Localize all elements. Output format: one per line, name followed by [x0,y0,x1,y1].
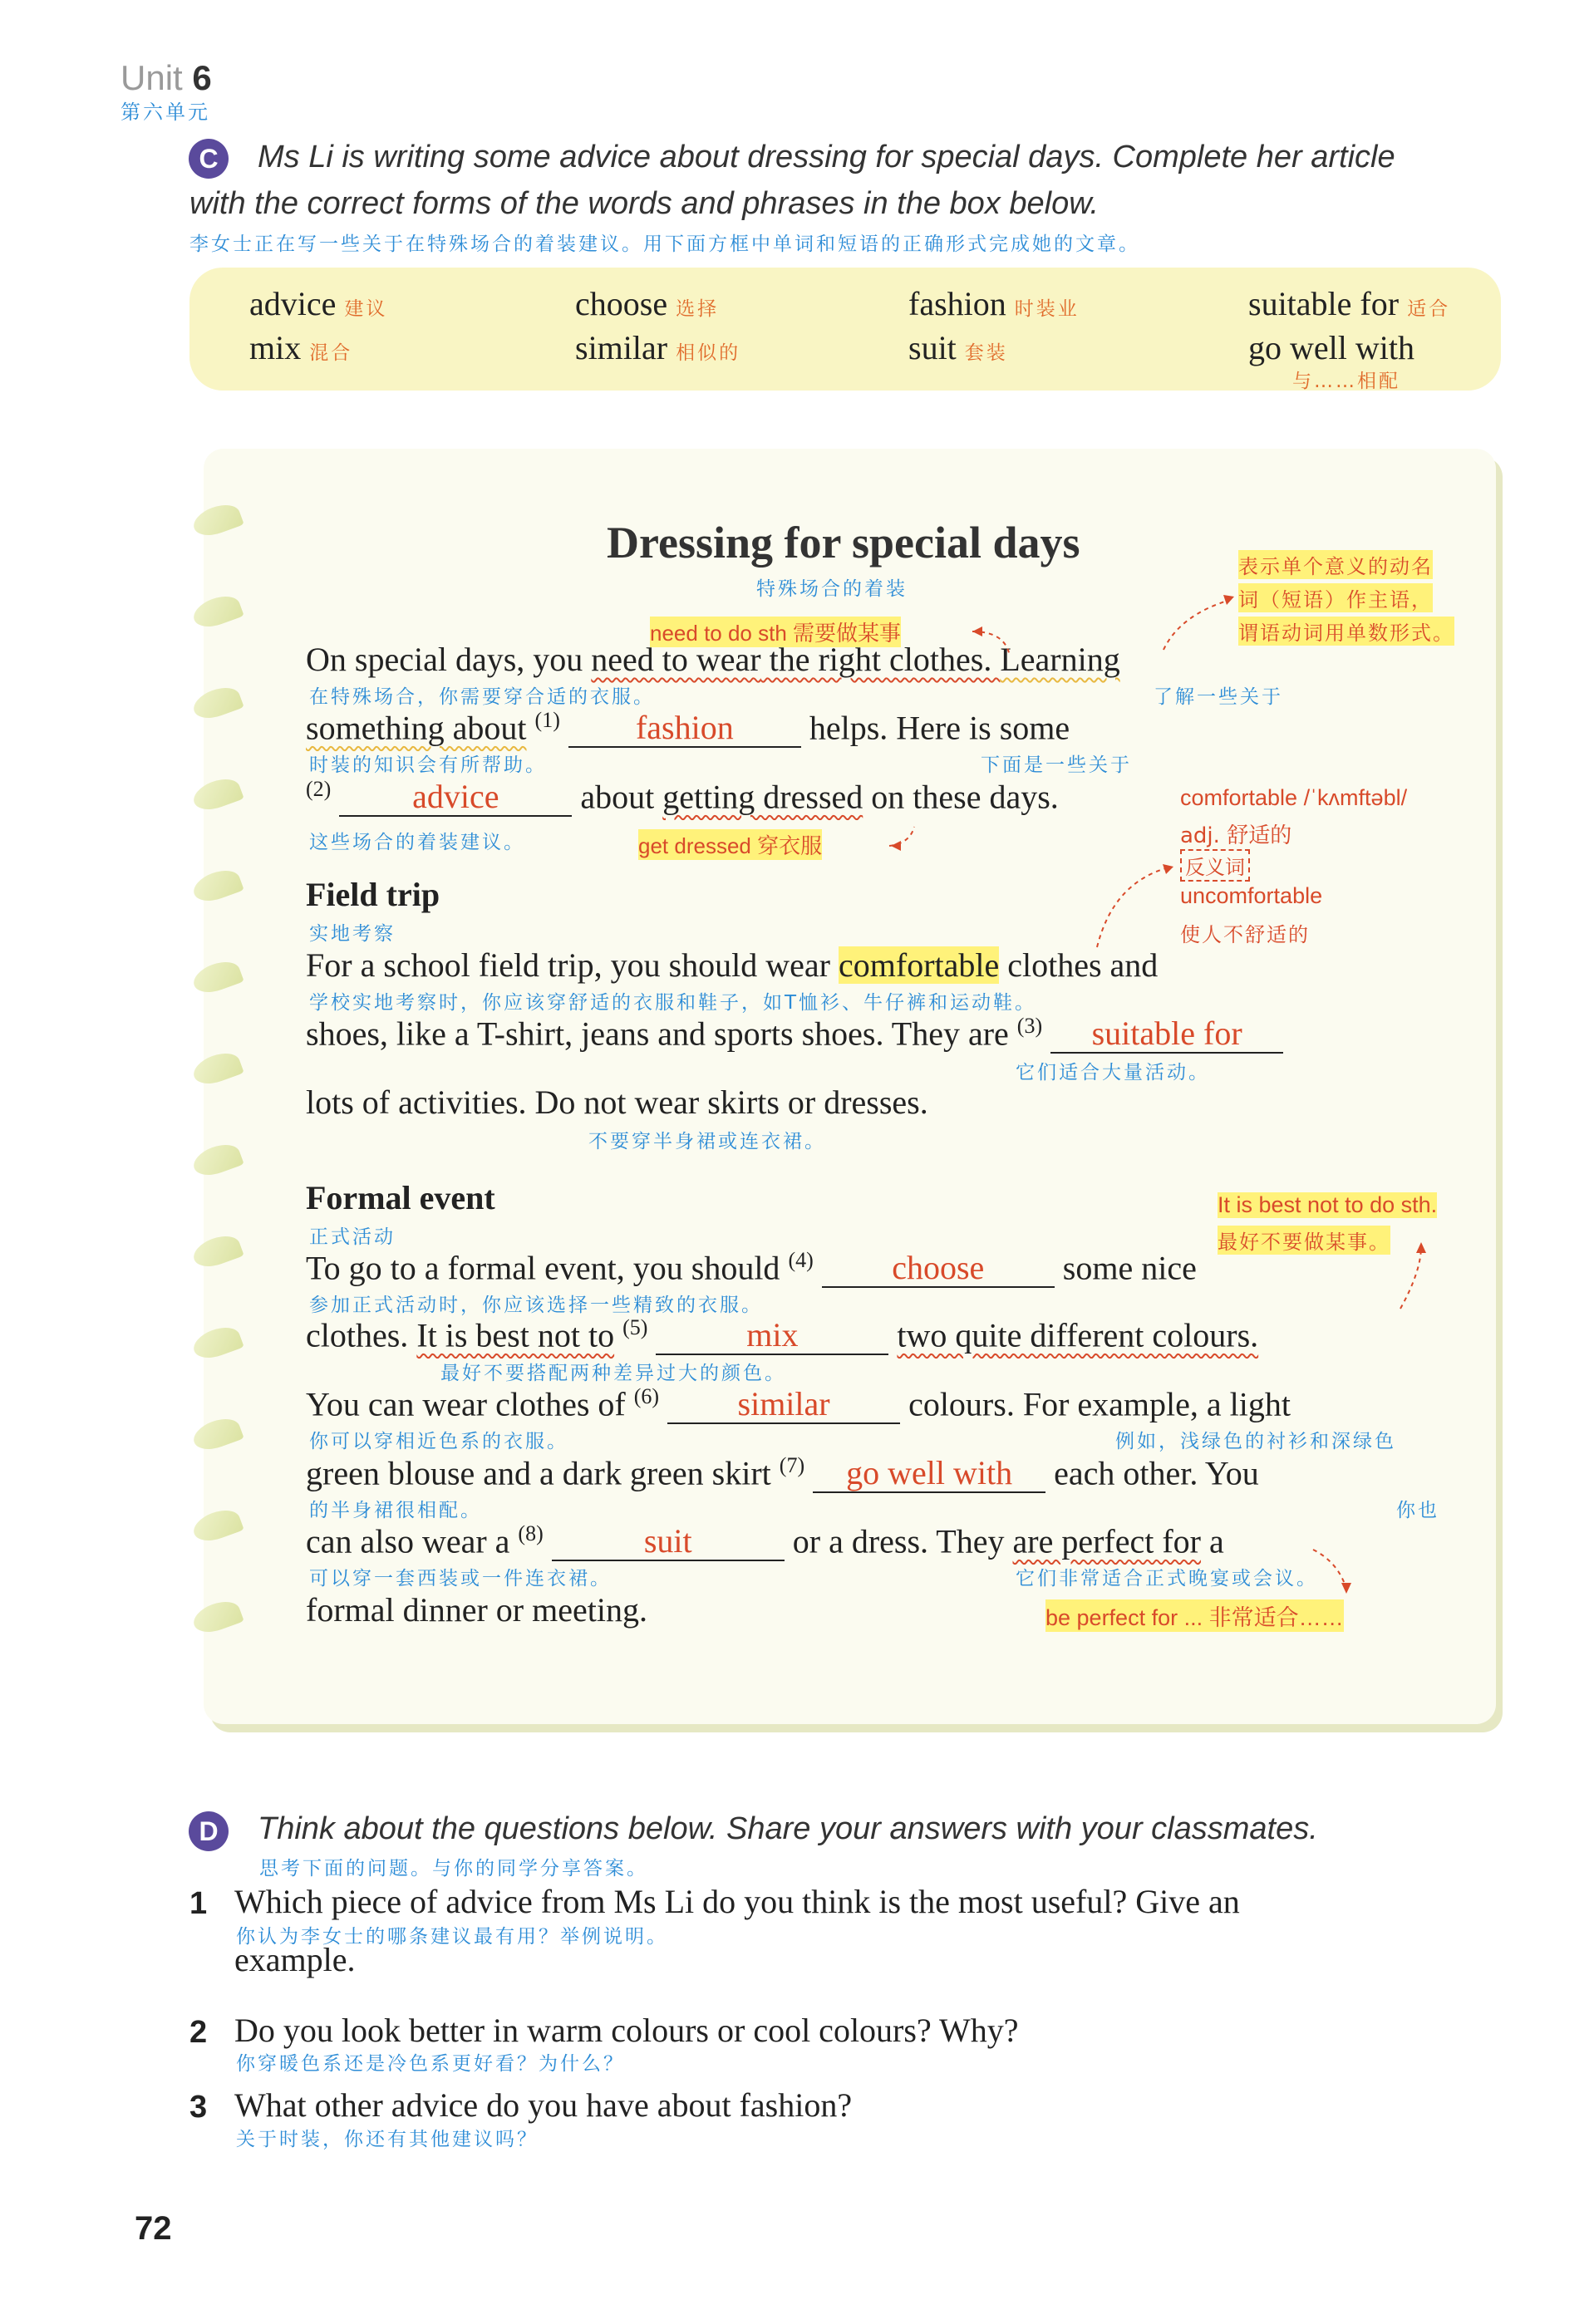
field-line2-cn: 它们适合大量活动。 [1016,1062,1210,1083]
formal-line5-cn: 可以穿一套西装或一件连衣裙。 [309,1568,612,1589]
blank-7[interactable]: go well with [813,1455,1045,1493]
formal-line2: clothes. It is best not to $^{(5)}$ mix two quite different colours. [306,1315,1259,1354]
p1-line1-cn: 在特殊场合，你需要穿合适的衣服。 [309,686,655,708]
section-d-instruction: Think about the questions below. Share your answers with your classmates. [258,1811,1318,1846]
formal-line4-cn: 的半身裙很相配。 [309,1500,482,1521]
note-best-not: It is best not to do sth. [1218,1192,1438,1217]
blank-8[interactable]: suit [552,1523,785,1561]
formal-line3-cn: 你可以穿相近色系的衣服。 [309,1431,568,1452]
question-2-cn: 你穿暖色系还是冷色系更好看？为什么？ [236,2053,625,2075]
comfortable-highlight: comfortable [839,946,1000,984]
blank-1[interactable]: fashion [568,710,801,748]
formal-line3: You can wear clothes of $^{(6)}$ similar colours. For example, a light [306,1384,1291,1423]
note-perfect-for: be perfect for ... 非常适合…… [1045,1599,1344,1632]
unit-number: 6 [192,58,212,97]
word-go-well-with: go well with [1248,329,1414,366]
formal-event-heading: Formal event [306,1179,495,1216]
p1-line3: $^{(2)}$ advice about getting dressed on these days. [306,777,1059,816]
note-gerund-1: 表示单个意义的动名 [1238,550,1433,579]
formal-line4: green blouse and a dark green skirt $^{(7)}$ go well with each other. You [306,1453,1259,1492]
field-trip-heading-cn: 实地考察 [309,923,396,945]
word-suitable-for: suitable for 适合 [1248,285,1451,322]
question-1-number: 1 [189,1886,208,1921]
note-get-dressed: get dressed 穿衣服 [638,829,822,860]
unit-label: Unit [121,58,183,97]
p1-line3-cn: 这些场合的着装建议。 [309,832,525,853]
note-gerund-3: 谓语动词用单数形式。 [1238,617,1454,646]
question-2-number: 2 [189,2015,208,2050]
formal-line1: To go to a formal event, you should $^{(4)}$ choose some nice [306,1248,1197,1287]
word-fashion: fashion 时装业 [908,285,1080,322]
p1-line2: something about $^{(1)}$ fashion helps. Here is some [306,708,1070,747]
field-line2: shoes, like a T-shirt, jeans and sports shoes. They are $^{(3)}$ suitable for [306,1014,1283,1054]
field-line1: For a school field trip, you should wear comfortable clothes and [306,946,1159,984]
p1-line1-cn-right: 了解一些关于 [1154,686,1283,708]
section-d-instruction-cn: 思考下面的问题。与你的同学分享答案。 [259,1858,648,1879]
question-1-text-2: example. [234,1941,356,1978]
unit-cn: 第六单元 [121,101,210,124]
formal-line6: formal dinner or meeting. [306,1591,647,1629]
question-1-cn: 你认为李女士的哪条建议最有用？举例说明。 [236,1926,668,1948]
section-c-badge: C [189,139,229,179]
section-d-badge: D [189,1811,229,1851]
blank-6[interactable]: similar [667,1386,900,1424]
article-title-cn: 特殊场合的着装 [756,578,908,600]
section-c-instruction-2: with the correct forms of the words and phrases in the box below. [189,186,1100,221]
note-comfortable: comfortable /ˈkʌmftəbl/ [1180,785,1408,810]
field-line3-cn: 不要穿半身裙或连衣裙。 [588,1131,826,1152]
note-antonym: 反义词 [1180,849,1250,882]
article-title: Dressing for special days [607,518,1080,567]
field-line1-cn: 学校实地考察时，你应该穿舒适的衣服和鞋子，如T恤衫、牛仔裤和运动鞋。 [309,992,1037,1014]
note-best-not-cn: 最好不要做某事。 [1218,1226,1390,1255]
blank-2[interactable]: advice [339,779,572,817]
formal-line3-cn-right: 例如，浅绿色的衬衫和深绿色 [1115,1431,1396,1452]
word-mix: mix 混合 [249,329,353,366]
formal-line2-cn: 最好不要搭配两种差异过大的颜色。 [440,1363,786,1384]
word-choose: choose 选择 [575,285,720,322]
question-3-text: What other advice do you have about fashion? [234,2086,853,2124]
note-uncomfortable: uncomfortable [1180,883,1323,908]
note-need-to: need to do sth 需要做某事 [650,617,901,647]
formal-line5-cn-right: 它们非常适合正式晚宴或会议。 [1016,1568,1318,1589]
blank-4[interactable]: choose [822,1250,1055,1288]
question-2-text: Do you look better in warm colours or cool colours? Why? [234,2012,1019,2049]
page-number: 72 [135,2210,172,2247]
section-c-instruction-1: Ms Li is writing some advice about dressing for special days. Complete her article [258,140,1395,174]
question-3-number: 3 [189,2090,208,2125]
formal-line4-cn-right: 你也 [1396,1500,1439,1521]
p1-line1: On special days, you need to wear the right clothes. Learning [306,641,1120,678]
section-c-instruction-cn: 李女士正在写一些关于在特殊场合的着装建议。用下面方框中单词和短语的正确形式完成她的文章。 [189,233,1140,255]
note-comfortable-cn: adj. 舒适的 [1180,823,1292,848]
question-1-text: Which piece of advice from Ms Li do you think is the most useful? Give an [234,1883,1240,1920]
blank-5[interactable]: mix [656,1317,888,1355]
blank-3[interactable]: suitable for [1050,1015,1283,1054]
field-trip-heading: Field trip [306,876,440,913]
field-line3: lots of activities. Do not wear skirts or dresses. [306,1083,928,1121]
formal-line5: can also wear a $^{(8)}$ suit or a dress. They are perfect for a [306,1521,1224,1560]
formal-line1-cn: 参加正式活动时，你应该选择一些精致的衣服。 [309,1295,763,1316]
word-similar: similar 相似的 [575,329,741,366]
question-3-cn: 关于时装，你还有其他建议吗？ [236,2129,539,2150]
word-go-well-with-cn: 与……相配 [1292,371,1400,392]
formal-event-heading-cn: 正式活动 [309,1226,396,1248]
note-uncomfortable-cn: 使人不舒适的 [1180,923,1310,946]
word-suit: suit 套装 [908,329,1008,366]
p1-line2-cn-right: 下面是一些关于 [981,754,1132,776]
note-gerund-2: 词（短语）作主语， [1238,583,1433,612]
p1-line2-cn: 时装的知识会有所帮助。 [309,754,547,776]
word-advice: advice 建议 [249,285,388,322]
